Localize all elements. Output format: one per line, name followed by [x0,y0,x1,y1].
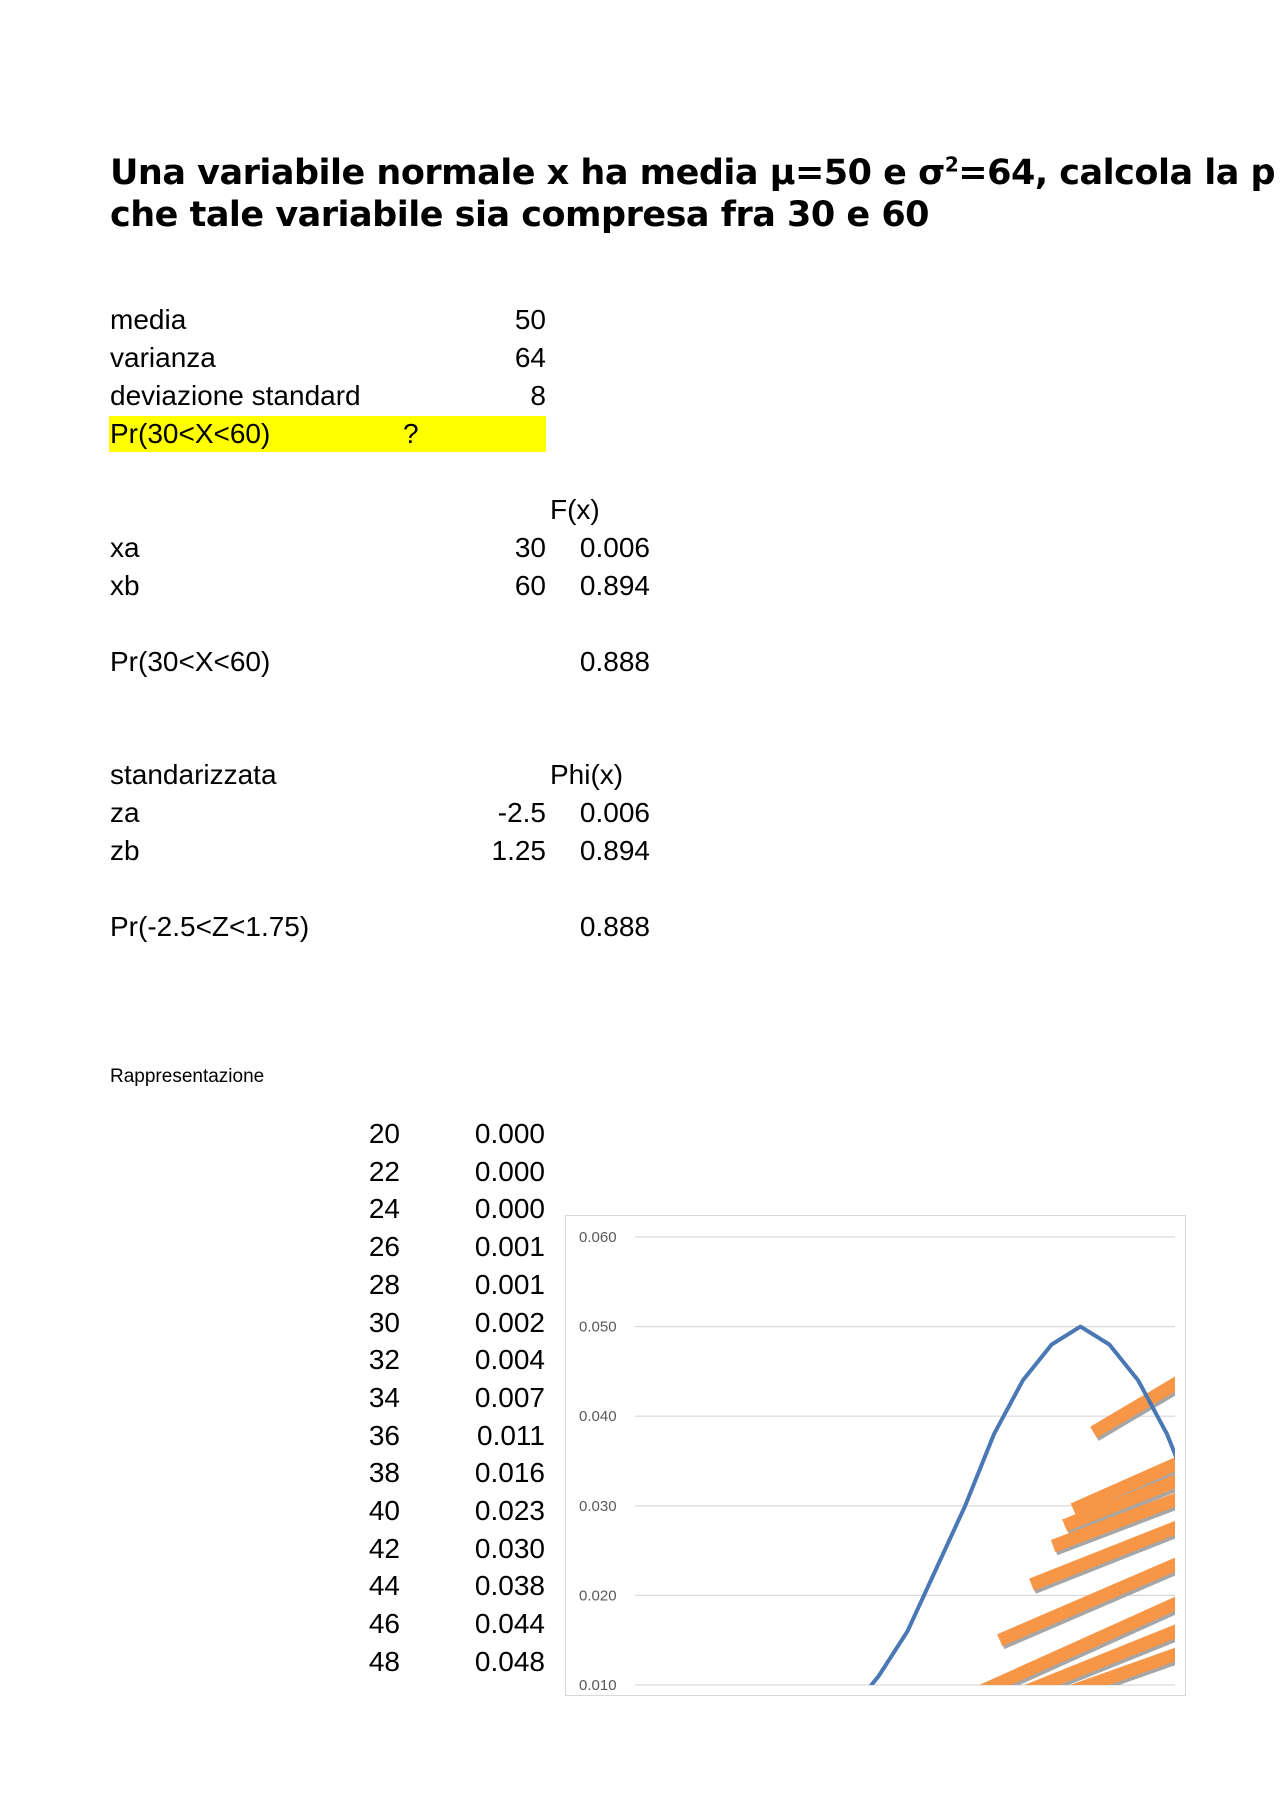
za-label: za [110,797,140,828]
representation-label: Rappresentazione [110,1066,265,1087]
pr-z-label: Pr(-2.5<Z<1.75) [110,911,310,942]
zb-value: 1.25 [491,835,546,866]
za-phi: 0.006 [579,797,650,828]
y-tick-label: 0.040 [579,1408,617,1426]
question-mark: ? [403,418,419,449]
pr-x-value: 0.888 [579,646,650,677]
xb-label: xb [110,570,140,601]
xb-f: 0.894 [579,570,650,601]
standarizzata-label: standarizzata [110,759,277,790]
y-tick-label: 0.010 [579,1677,617,1694]
table-f-value: 0.000 [474,1118,545,1149]
question-label: Pr(30<X<60) [110,418,271,449]
y-tick-label: 0.030 [579,1497,617,1515]
table-f-value: 0.011 [477,1419,545,1451]
table-f-value: 0.023 [474,1495,545,1526]
pr-z-value: 0.888 [579,911,650,942]
xa-f: 0.006 [579,532,650,563]
page-title [110,152,1276,236]
table-x-value: 42 [368,1532,400,1564]
y-tick-label: 0.020 [579,1587,617,1605]
za-value: -2.5 [497,797,546,828]
deviazione-value: 8 [530,380,546,411]
table-f-value: 0.044 [474,1608,545,1640]
table-x-value: 48 [368,1645,400,1677]
media-label: media [110,304,187,335]
table-x-value: 30 [368,1306,400,1338]
xb-value: 60 [514,570,546,601]
table-x-value: 34 [368,1381,400,1413]
table-x-value: 28 [368,1268,400,1300]
pr-x-label: Pr(30<X<60) [110,646,271,677]
table-f-value: 0.000 [474,1155,545,1187]
table-x-value: 24 [368,1193,400,1225]
xa-value: 30 [514,532,546,563]
table-x-value: 46 [368,1608,400,1640]
table-f-value: 0.038 [474,1570,545,1602]
table-x-value: 40 [368,1495,400,1526]
table-f-value: 0.000 [474,1193,545,1225]
fx-header: F(x) [550,494,600,525]
zb-phi: 0.894 [579,835,650,866]
table-x-value: 44 [368,1570,400,1602]
xa-label: xa [110,532,140,563]
normal-density-chart [565,1205,1175,1694]
table-f-value: 0.016 [474,1457,545,1489]
varianza-label: varianza [110,342,216,373]
table-f-value: 0.048 [474,1645,545,1677]
table-f-value: 0.030 [474,1532,545,1564]
table-x-value: 20 [368,1118,400,1149]
media-value: 50 [514,304,546,335]
varianza-value: 64 [514,342,546,373]
table-f-value: 0.001 [474,1231,545,1263]
deviazione-label: deviazione standard [110,380,361,411]
title-line-2: che tale variabile sia compresa fra 30 e 60 [110,195,930,235]
y-tick-label: 0.060 [579,1229,617,1246]
title-line-1: Una variabile normale x ha media μ=50 e $\sigma^2=64$, calcola la p [110,152,1276,193]
table-x-value: 38 [368,1457,400,1489]
table-x-value: 26 [368,1231,400,1263]
table-f-value: 0.007 [474,1381,545,1413]
table-f-value: 0.002 [474,1306,545,1338]
table-x-value: 32 [368,1344,400,1376]
table-x-value: 22 [368,1155,400,1187]
table-f-value: 0.004 [474,1344,545,1376]
table-f-value: 0.001 [474,1268,545,1300]
phi-header: Phi(x) [550,759,624,790]
chart-frame [566,1216,1186,1696]
zb-label: zb [110,835,140,866]
y-tick-label: 0.050 [579,1318,617,1336]
table-x-value: 36 [368,1419,400,1451]
